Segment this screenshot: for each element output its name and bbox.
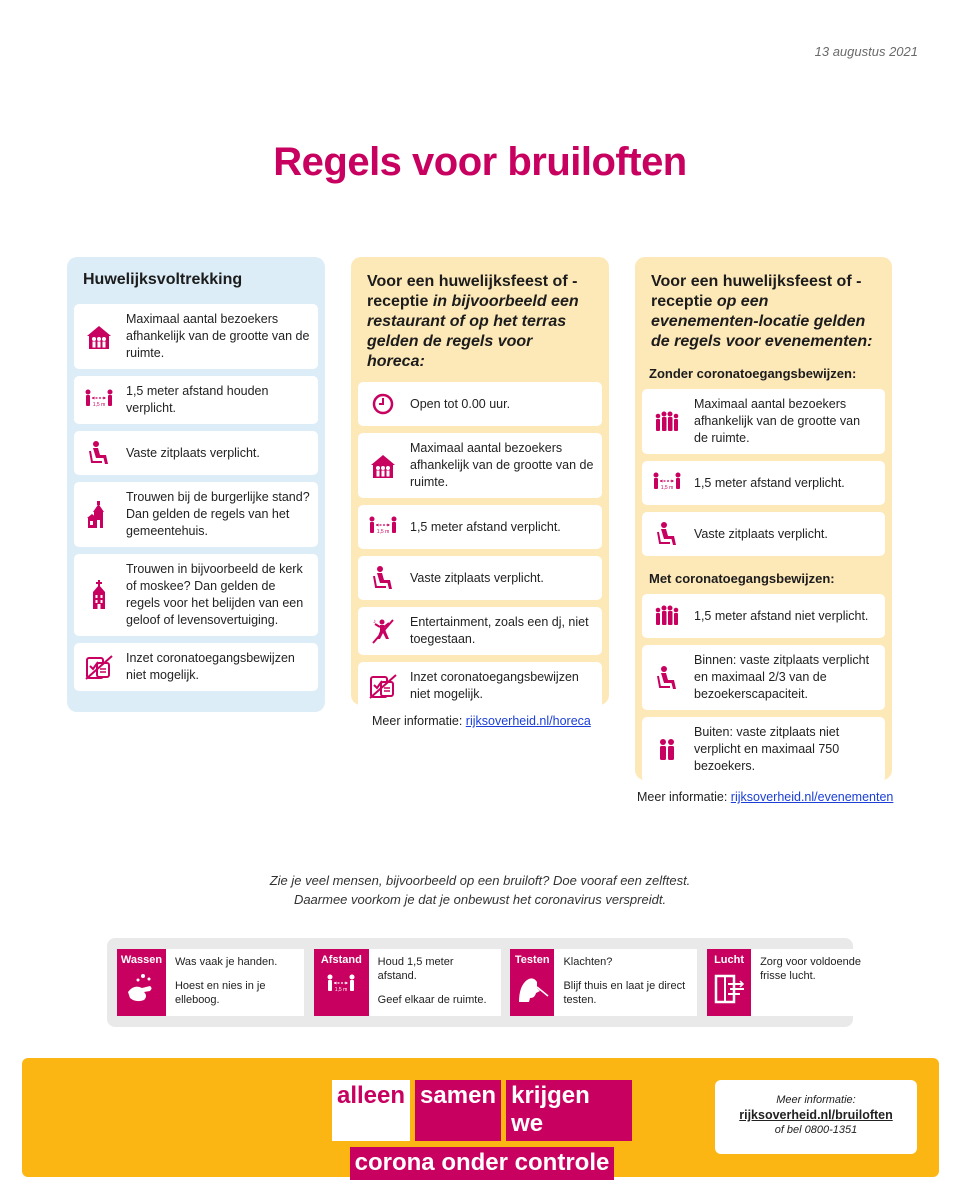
rule-card [74, 376, 318, 424]
weddings-link[interactable]: rijksoverheid.nl/bruiloften [739, 1108, 893, 1122]
slogan-word: krijgen we [506, 1080, 632, 1141]
column-title [642, 265, 885, 362]
page-title: Regels voor bruiloften [273, 140, 687, 184]
crowd-icon [652, 407, 682, 437]
basic-rule-line: Hoest en nies in je elleboog. [174, 980, 266, 1006]
clock-icon [368, 389, 398, 419]
rule-card [358, 607, 602, 655]
basic-rule-text [369, 949, 501, 1016]
basic-rule-testen [510, 949, 697, 1016]
slogan [332, 1080, 632, 1186]
rule-text: Vaste zitplaats verplicht. [126, 445, 260, 460]
basic-rule-text [166, 949, 304, 1016]
basic-rules-bar [107, 938, 861, 1027]
basic-rule-lucht [707, 949, 894, 1016]
basic-rule-badge [314, 949, 369, 1016]
selftest-line: Daarmee voorkom je dat je onbewust het coronavirus verspreidt. [293, 892, 667, 907]
town-hall-icon [84, 500, 114, 530]
distance-icon [652, 468, 682, 498]
rule-card [74, 431, 318, 475]
rule-text: Maximaal aantal bezoekers afhankelijk van de grootte van de ruimte. [694, 397, 861, 445]
house-people-icon [84, 322, 114, 352]
column-title [358, 265, 602, 382]
rule-card [358, 433, 602, 498]
more-info-label: Meer informatie: [637, 790, 731, 804]
rule-card [74, 554, 318, 636]
rule-text: 1,5 meter afstand verplicht. [410, 519, 561, 534]
no-pass-icon [368, 671, 398, 701]
rule-card [642, 594, 885, 638]
test-swab-icon [515, 972, 549, 1011]
rule-card [74, 482, 318, 547]
more-info-box [715, 1080, 917, 1154]
rule-text: 1,5 meter afstand niet verplicht. [694, 608, 869, 623]
basic-rule-badge [707, 949, 751, 1016]
basic-rule-label: Wassen [120, 954, 163, 966]
svg-text:1,5 m: 1,5 m [376, 529, 390, 535]
title-part-italic: in bijvoorbeeld een restaurant of op het terras gelden de regels voor horeca: [367, 293, 579, 370]
rule-text: Inzet coronatoegangsbewijzen niet mogelijk. [410, 670, 579, 701]
window-air-icon [712, 972, 746, 1011]
rule-text: Maximaal aantal bezoekers afhankelijk van de grootte van de ruimte. [126, 312, 310, 360]
rule-card [358, 662, 602, 710]
rule-text: 1,5 meter afstand houden verplicht. [126, 384, 269, 415]
footer-banner [22, 1058, 939, 1177]
house-people-icon [368, 451, 398, 481]
basic-rule-label: Lucht [714, 954, 745, 966]
slogan-word: samen [415, 1080, 501, 1141]
column-title: Huwelijksvoltrekking [83, 271, 243, 288]
more-info-horeca [372, 714, 591, 728]
column-events [635, 257, 892, 780]
date: 13 augustus 2021 [814, 44, 918, 59]
rule-text: Vaste zitplaats verplicht. [694, 526, 828, 541]
svg-text:1,5 m: 1,5 m [660, 485, 674, 491]
title-part: Voor een huwelijksfeest of -receptie [367, 273, 578, 310]
hand-wash-icon [124, 972, 158, 1011]
seated-person-icon [368, 563, 398, 593]
basic-rule-wassen [117, 949, 304, 1016]
selftest-note [0, 871, 960, 909]
svg-text:♪: ♪ [373, 619, 376, 625]
basic-rule-badge [117, 949, 166, 1016]
basic-rule-label: Testen [514, 954, 550, 966]
rule-text: Maximaal aantal bezoekers afhankelijk van de grootte van de ruimte. [410, 441, 594, 489]
rule-text: Trouwen in bijvoorbeeld de kerk of moskee? Dan gelden de regels voor het belijden van een geloof of levensovertuiging. [126, 562, 304, 627]
crowd-icon [652, 601, 682, 631]
distance-icon [84, 385, 114, 415]
no-pass-icon [84, 652, 114, 682]
basic-rule-line: Geef elkaar de ruimte. [377, 994, 487, 1006]
church-icon [84, 580, 114, 610]
rule-card [642, 512, 885, 556]
slogan-word: corona onder controle [350, 1147, 615, 1180]
subheading-without-pass: Zonder coronatoegangsbewijzen: [649, 366, 857, 381]
phone-number: of bel 0800-1351 [774, 1124, 858, 1136]
rule-text: Inzet coronatoegangsbewijzen niet mogelijk. [126, 651, 295, 682]
basic-rule-line: Zorg voor voldoende frisse lucht. [760, 956, 861, 982]
more-info-label: Meer informatie: [776, 1094, 856, 1106]
basic-rule-line: Klachten? [563, 956, 613, 968]
rule-text: Vaste zitplaats verplicht. [410, 570, 544, 585]
rule-card [74, 643, 318, 691]
basic-rule-line: Blijf thuis en laat je direct testen. [563, 980, 686, 1006]
rule-card [642, 645, 885, 710]
seated-person-icon [84, 438, 114, 468]
title-part-italic: op een evenementen-locatie gelden de regels voor evenementen: [651, 293, 873, 350]
subheading-with-pass: Met coronatoegangsbewijzen: [649, 571, 835, 586]
distance-icon [368, 512, 398, 542]
rule-card [642, 389, 885, 454]
rule-text: Open tot 0.00 uur. [410, 396, 511, 411]
no-dj-icon [368, 616, 398, 646]
basic-rule-afstand [314, 949, 501, 1016]
column-marriage-ceremony [67, 257, 325, 712]
rule-card [358, 382, 602, 426]
rule-card [358, 505, 602, 549]
seated-person-icon [652, 519, 682, 549]
selftest-line: Zie je veel mensen, bijvoorbeeld op een bruiloft? Doe vooraf een zelftest. [269, 873, 691, 888]
two-people-icon [652, 735, 682, 765]
rule-card [642, 717, 885, 782]
events-link[interactable]: rijksoverheid.nl/evenementen [730, 790, 894, 804]
rule-card [358, 556, 602, 600]
rule-text: Buiten: vaste zitplaats niet verplicht en maximaal 750 bezoekers. [694, 725, 840, 773]
rule-text: 1,5 meter afstand verplicht. [694, 475, 845, 490]
svg-text:1,5 m: 1,5 m [335, 987, 348, 993]
seated-person-icon [652, 663, 682, 693]
basic-rule-badge [510, 949, 554, 1016]
basic-rule-line: Was vaak je handen. [174, 956, 278, 968]
rule-card [74, 304, 318, 369]
svg-text:1,5 m: 1,5 m [92, 402, 106, 408]
slogan-word: alleen [332, 1080, 410, 1141]
more-info-label: Meer informatie: [372, 714, 466, 728]
column-horeca [351, 257, 609, 705]
horeca-link[interactable]: rijksoverheid.nl/horeca [465, 714, 591, 728]
distance-icon [326, 972, 356, 1003]
basic-rule-text [751, 949, 894, 1016]
title-part: Voor een huwelijksfeest of -receptie [651, 273, 862, 310]
rule-text: Binnen: vaste zitplaats verplicht en maximaal 2/3 van de bezoekerscapaciteit. [694, 653, 870, 701]
basic-rule-line: Houd 1,5 meter afstand. [377, 956, 454, 982]
basic-rule-label: Afstand [320, 954, 362, 966]
basic-rule-text [554, 949, 697, 1016]
rule-text: Entertainment, zoals een dj, niet toegestaan. [410, 615, 589, 646]
more-info-events [637, 790, 893, 804]
rule-card [642, 461, 885, 505]
rule-text: Trouwen bij de burgerlijke stand? Dan gelden de regels van het gemeentehuis. [126, 490, 310, 538]
